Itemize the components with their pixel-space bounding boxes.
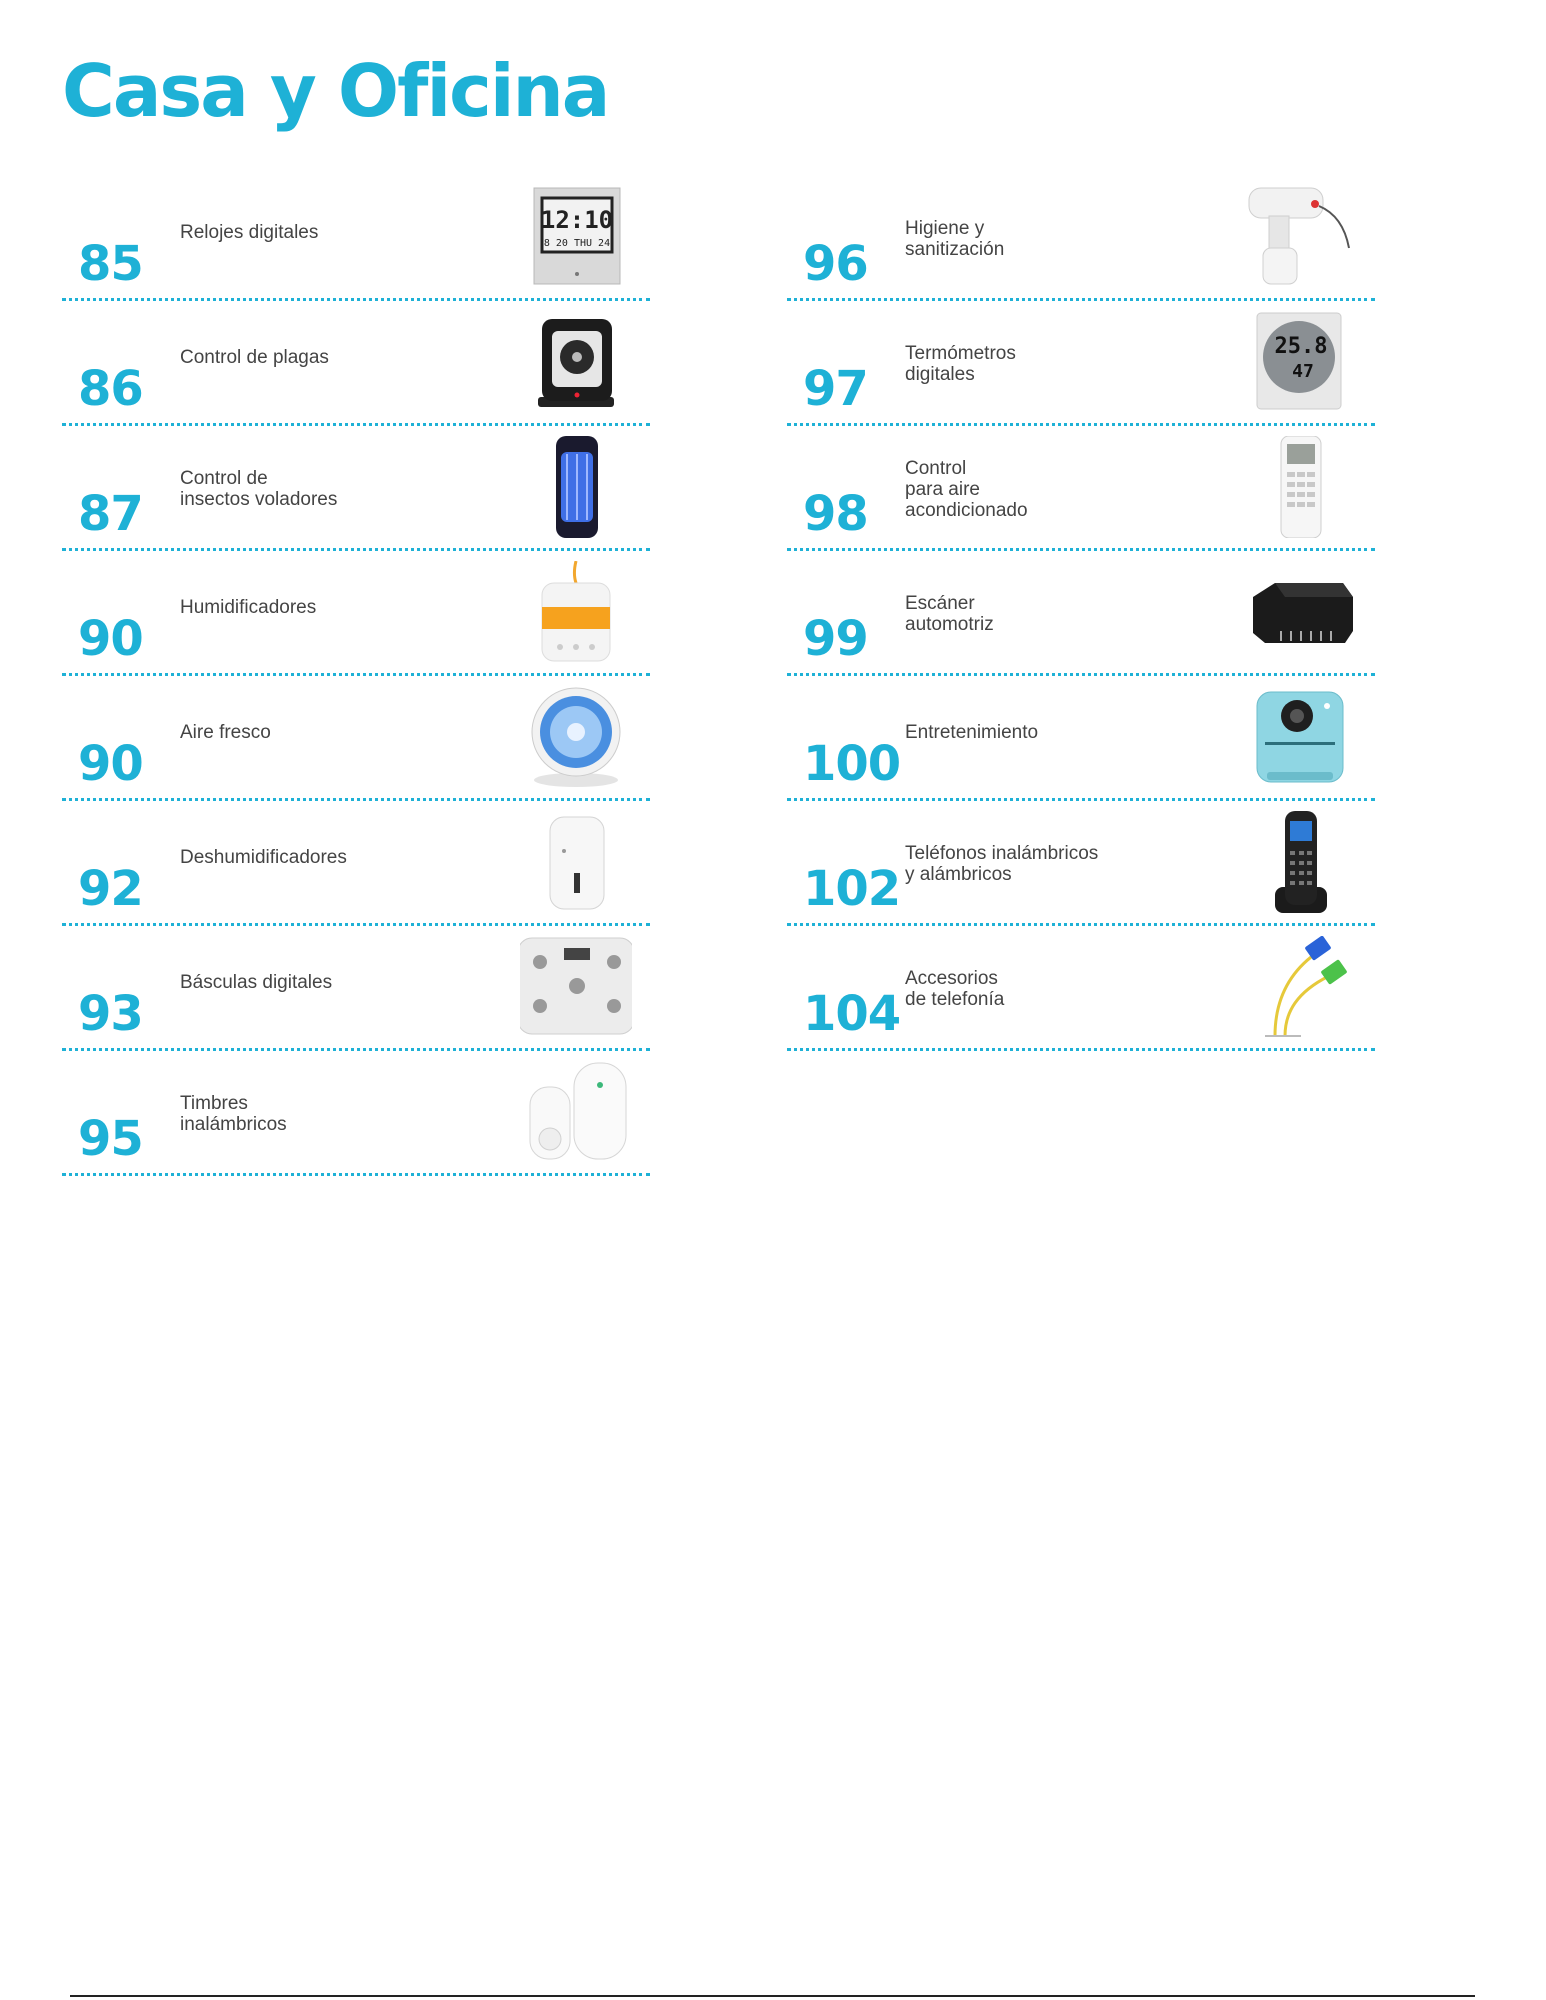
category-label: Humidificadores: [180, 597, 317, 618]
clock-date: 8 20 THU 24: [543, 238, 611, 249]
index-entry-deshumidificadores[interactable]: [62, 803, 650, 926]
page-number: 93: [78, 986, 143, 1042]
category-label: Relojes digitales: [180, 222, 319, 243]
category-label: Timbres inalámbricos: [180, 1093, 287, 1135]
category-label: Higiene y sanitización: [905, 218, 1005, 260]
pest-repeller-icon: [520, 311, 632, 413]
index-entry-relojes[interactable]: [62, 178, 650, 301]
category-label: Accesorios de telefonía: [905, 968, 1005, 1010]
category-label: Básculas digitales: [180, 972, 333, 993]
index-entry-higiene[interactable]: [787, 178, 1375, 301]
index-entry-plagas[interactable]: [62, 303, 650, 426]
index-entry-aire-fresco[interactable]: [62, 678, 650, 801]
page-number: 97: [803, 361, 868, 417]
insect-lamp-icon: [520, 436, 632, 538]
page-number: 92: [78, 861, 143, 917]
index-entry-entretenimiento[interactable]: [787, 678, 1375, 801]
category-label: Entretenimiento: [905, 722, 1039, 743]
page-number: 86: [78, 361, 143, 417]
index-entry-insectos[interactable]: [62, 428, 650, 551]
thermometer-icon: [1245, 311, 1357, 413]
page-number: 104: [803, 986, 901, 1042]
index-entry-timbres[interactable]: [62, 1053, 650, 1176]
page-number: 99: [803, 611, 868, 667]
page-number: 96: [803, 236, 868, 292]
fiber-cable-icon: [1245, 936, 1357, 1038]
index-entry-basculas[interactable]: [62, 928, 650, 1051]
sanitizer-gun-icon: [1245, 186, 1357, 288]
obd-scanner-icon: [1245, 561, 1357, 663]
page-title: Casa y Oficina: [62, 49, 609, 133]
ac-remote-icon: [1245, 436, 1357, 538]
thermo-humidity: 47: [1292, 361, 1314, 382]
page-number: 90: [78, 611, 143, 667]
air-fan-icon: [520, 686, 632, 788]
humidifier-icon: [520, 561, 632, 663]
index-entry-control-aire[interactable]: [787, 428, 1375, 551]
thermo-temp: 25.8: [1274, 334, 1328, 359]
category-label: Control para aire acondicionado: [905, 458, 1028, 521]
page-number: 85: [78, 236, 143, 292]
wireless-doorbell-icon: [520, 1061, 632, 1163]
category-label: Aire fresco: [180, 722, 271, 743]
left-column: [62, 178, 650, 1178]
category-label: Escáner automotriz: [905, 593, 994, 635]
footer-divider: [70, 1995, 1475, 1997]
page-number: 102: [803, 861, 901, 917]
index-entry-humidificadores[interactable]: [62, 553, 650, 676]
page-number: 98: [803, 486, 868, 542]
category-label: Control de plagas: [180, 347, 329, 368]
clock-time: 12:10: [540, 206, 614, 234]
digital-scale-icon: [520, 936, 632, 1038]
page-number: 95: [78, 1111, 143, 1167]
category-label: Termómetros digitales: [905, 343, 1016, 385]
page-number: 87: [78, 486, 143, 542]
cordless-phone-icon: [1245, 811, 1357, 913]
digital-clock-icon: [520, 186, 632, 288]
index-entry-escaner[interactable]: [787, 553, 1375, 676]
category-label: Control de insectos voladores: [180, 468, 338, 510]
instant-camera-icon: [1245, 686, 1357, 788]
dehumidifier-icon: [520, 811, 632, 913]
category-label: Deshumidificadores: [180, 847, 347, 868]
index-entry-telefonos[interactable]: [787, 803, 1375, 926]
page-number: 100: [803, 736, 901, 792]
index-entry-accesorios[interactable]: [787, 928, 1375, 1051]
category-label: Teléfonos inalámbricos y alámbricos: [905, 843, 1099, 885]
right-column: [787, 178, 1375, 1053]
index-entry-termometros[interactable]: [787, 303, 1375, 426]
page-number: 90: [78, 736, 143, 792]
